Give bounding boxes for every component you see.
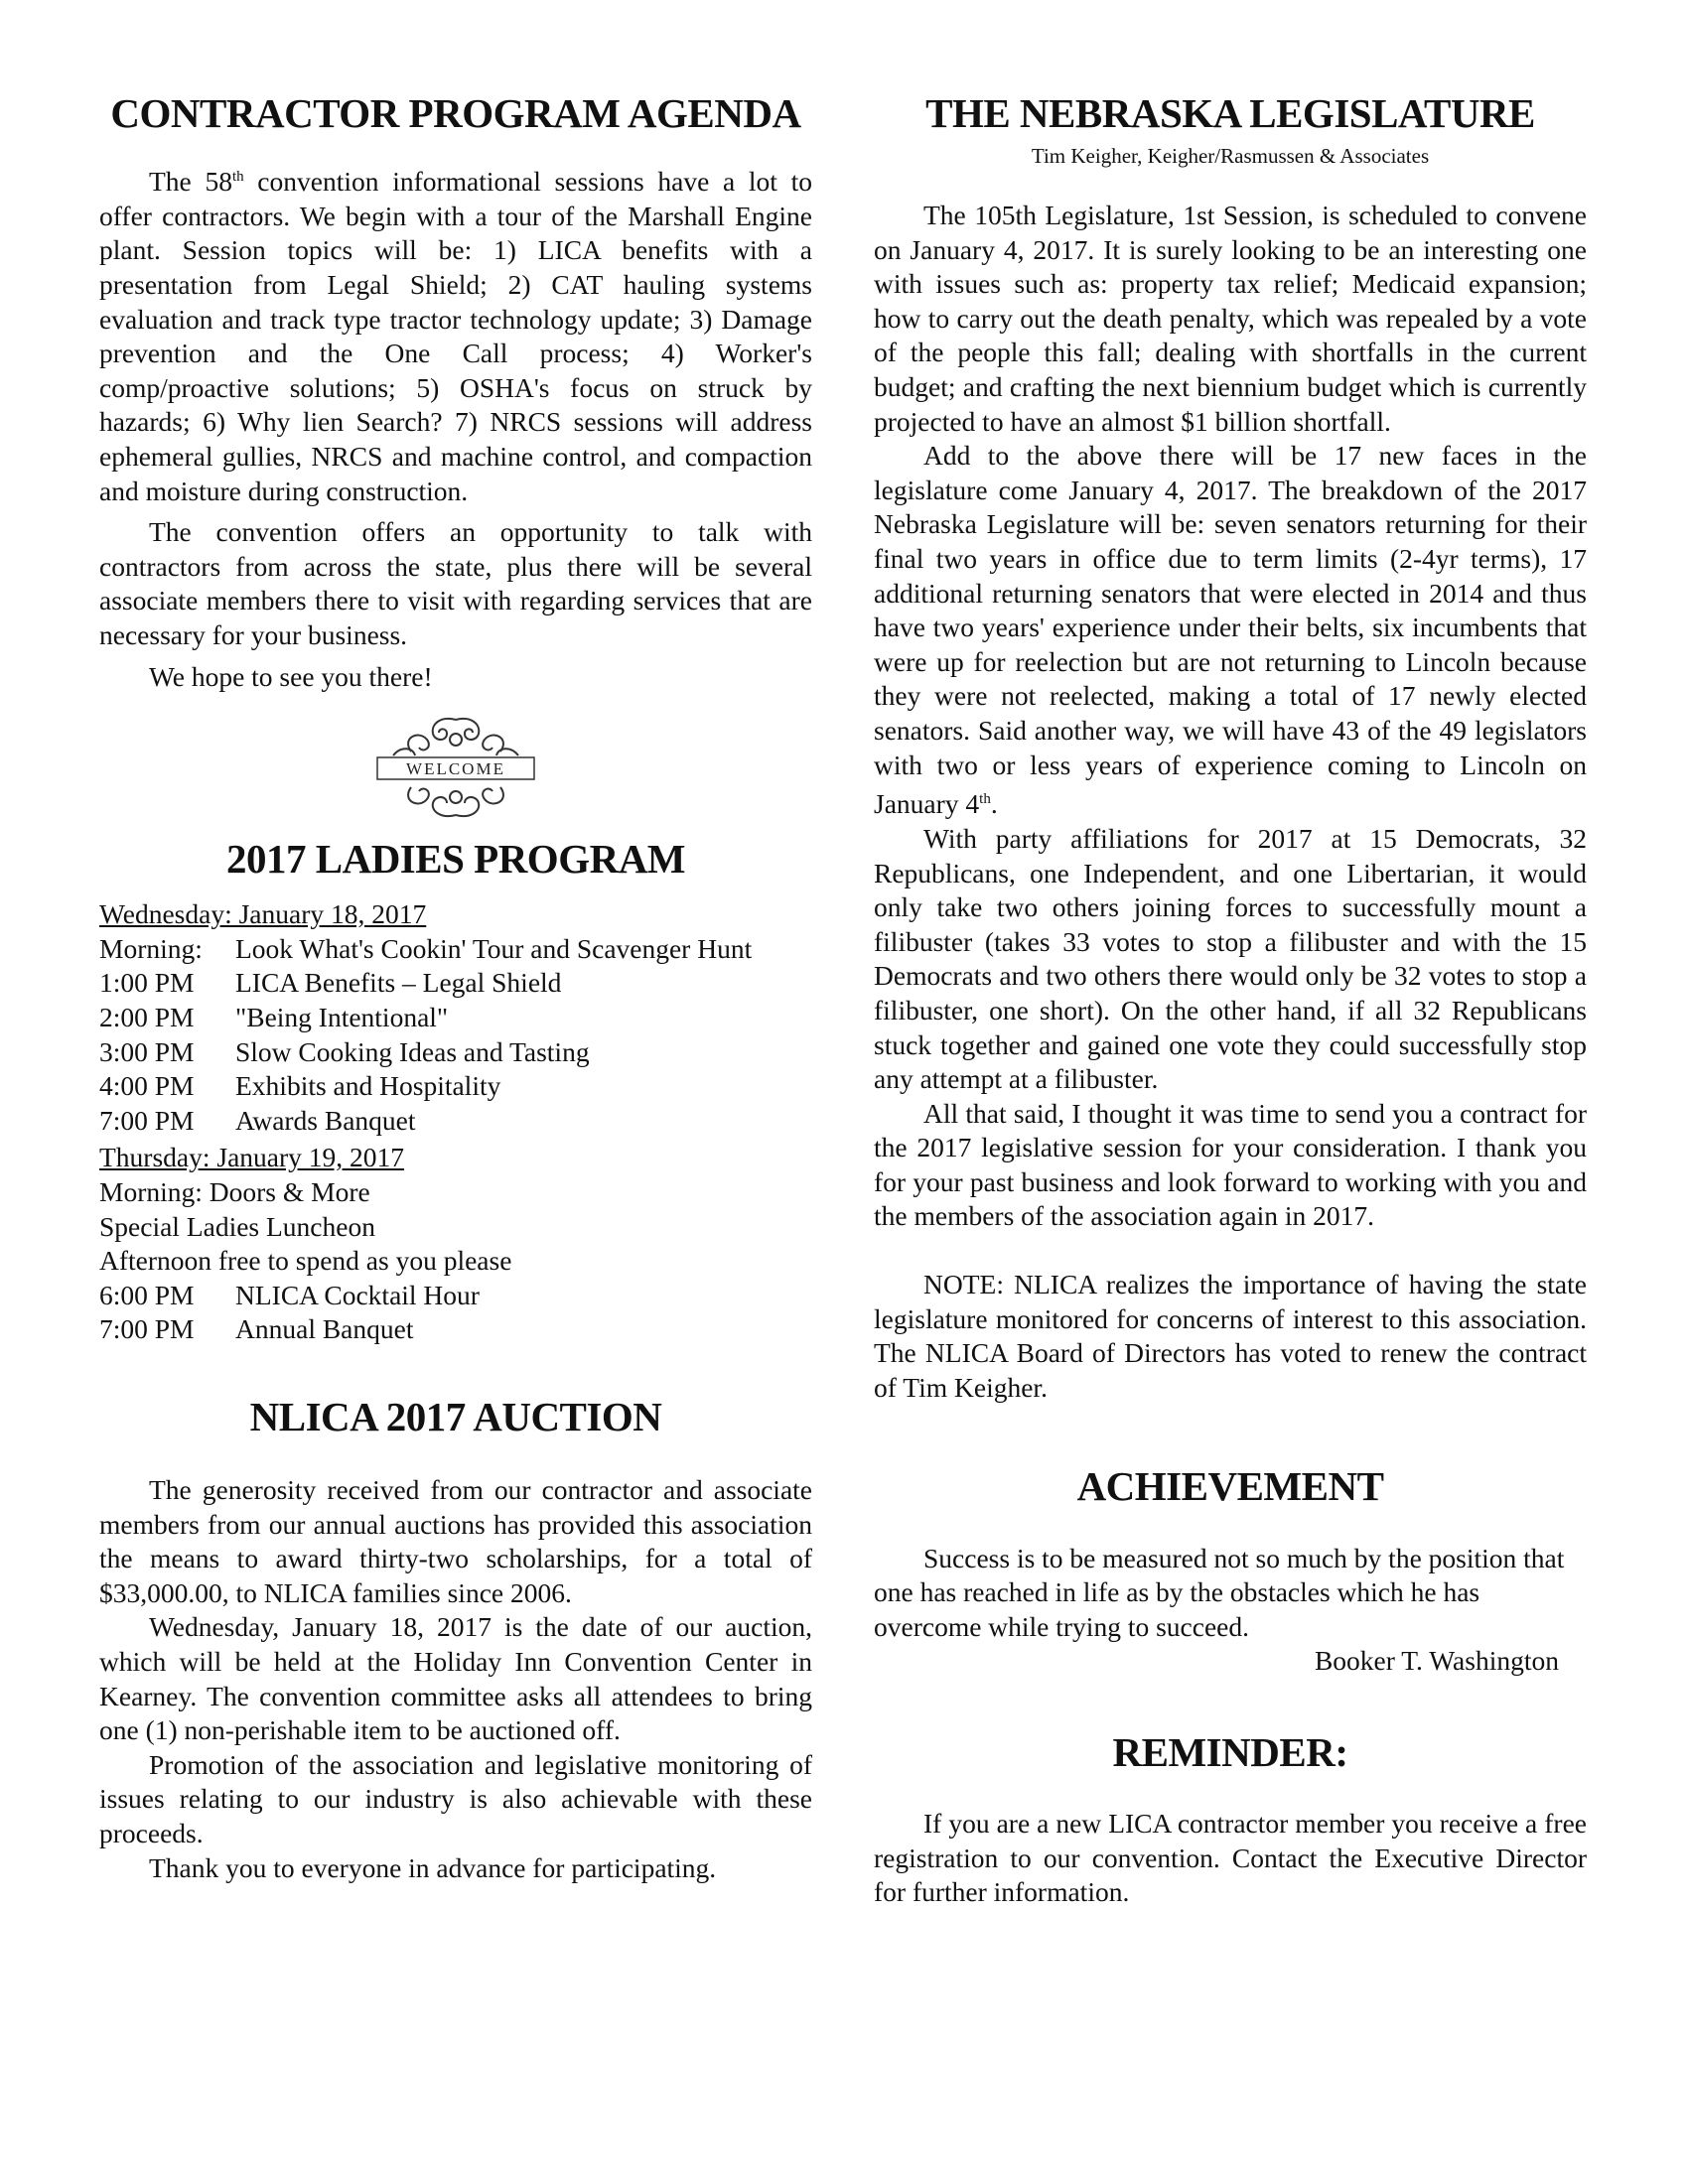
schedule-row [99, 1104, 812, 1139]
schedule-row [99, 1312, 812, 1347]
contractor-p1-pre: The 58 [149, 166, 232, 198]
schedule-time: 2:00 PM [99, 1002, 195, 1033]
legislature-p2-post: . [990, 788, 998, 820]
achievement-quote: Success is to be measured not so much by the position that one has reached in life as by the obstacles which he has overcome while trying to succeed. [874, 1542, 1565, 1642]
schedule-day-heading: Wednesday: January 18, 2017 [99, 898, 427, 930]
ladies-schedule [99, 897, 812, 1347]
legislature-paragraph-3: With party affiliations for 2017 at 15 Democrats, 32 Republicans, one Independent, and one Libertarian, it would only take two others joining forces to successfully mount a filibuster (takes 33 votes to stop a filibuster and with the 15 Democrats and two others there would only be 32 votes to stop a filibuster, one short). On the other hand, if all 32 Republicans stuck together and gained one vote they could successfully stop any attempt at a filibuster. [874, 822, 1587, 1095]
reminder-heading: REMINDER: [1112, 1728, 1348, 1775]
schedule-row: Morning: Doors & More [99, 1176, 370, 1207]
legislature-paragraph-1: The 105th Legislature, 1st Session, is scheduled to convene on January 4, 2017. It is surely looking to be an interesting one with issues such as: property tax relief; Medicaid expansion; how to carry out the death penalty, which was repealed by a vote of the people this fall; dealing with shortfalls in the current budget; and crafting the next biennium budget which is currently projected to have an almost $1 billion shortfall. [874, 200, 1587, 437]
schedule-event: Exhibits and Hospitality [235, 1070, 501, 1102]
legislature-paragraph-4: All that said, I thought it was time to send you a contract for the 2017 legislative session for your consideration. I thank you for your past business and look forward to working with you and the members of the association again in 2017. [874, 1097, 1587, 1232]
schedule-time: 1:00 PM [99, 967, 195, 999]
schedule-event: Awards Banquet [235, 1104, 416, 1136]
auction-paragraph-1: The generosity received from our contractor and associate members from our annual auctions has provided this association the means to award thirty-two scholarships, for a total of $33,000.00, to NLICA families since 2006. [99, 1474, 812, 1608]
schedule-row [99, 1001, 812, 1035]
welcome-ornament-logo [371, 712, 540, 823]
schedule-time: 6:00 PM [99, 1279, 195, 1310]
contractor-paragraph-1 [99, 160, 812, 508]
schedule-event: Look What's Cookin' Tour and Scavenger Hunt [235, 932, 753, 964]
schedule-time: 3:00 PM [99, 1035, 195, 1067]
left-column [99, 91, 812, 1885]
schedule-time: Morning: [99, 932, 203, 964]
auction-heading: NLICA 2017 AUCTION [249, 1393, 662, 1439]
auction-paragraph-4: Thank you to everyone in advance for participating. [149, 1851, 717, 1883]
schedule-event: Annual Banquet [235, 1313, 414, 1345]
schedule-row [99, 1069, 812, 1104]
schedule-time: 7:00 PM [99, 1104, 195, 1136]
schedule-time: 4:00 PM [99, 1070, 195, 1102]
schedule-row: Afternoon free to spend as you please [99, 1245, 512, 1277]
contractor-paragraph-3: We hope to see you there! [149, 660, 433, 692]
schedule-event: Slow Cooking Ideas and Tasting [235, 1035, 590, 1067]
schedule-row [99, 1279, 812, 1313]
schedule-event: LICA Benefits – Legal Shield [235, 967, 562, 999]
reminder-text: If you are a new LICA contractor member you receive a free registration to our convention. Contact the Executive Director for further information. [874, 1808, 1587, 1908]
ordinal-suffix: th [979, 791, 991, 808]
contractor-paragraph-2: The convention offers an opportunity to talk with contractors from across the state, plus there will be several associate members there to visit with regarding services that are necessary for your business. [99, 516, 812, 650]
welcome-logo-text: WELCOME [406, 759, 505, 779]
ladies-program-heading: 2017 LADIES PROGRAM [225, 836, 686, 883]
legislature-note: NOTE: NLICA realizes the importance of having the state legislature monitored for concerns of interest to this association. The NLICA Board of Directors has voted to renew the contract of Tim Keigher. [874, 1269, 1587, 1403]
auction-paragraph-2: Wednesday, January 18, 2017 is the date of our auction, which will be held at the Holiday Inn Convention Center in Kearney. The convention committee asks all attendees to bring one (1) non-perishable item to be auctioned off. [99, 1611, 812, 1746]
schedule-event: NLICA Cocktail Hour [235, 1279, 480, 1310]
schedule-row: Special Ladies Luncheon [99, 1210, 375, 1242]
achievement-heading: ACHIEVEMENT [1076, 1463, 1384, 1510]
ordinal-suffix: th [231, 169, 244, 186]
legislature-heading: THE NEBRASKA LEGISLATURE [925, 90, 1535, 136]
contractor-agenda-heading: CONTRACTOR PROGRAM AGENDA [110, 90, 801, 136]
legislature-paragraph-2 [874, 439, 1587, 822]
schedule-time: 7:00 PM [99, 1313, 195, 1345]
legislature-p2-pre: Add to the above there will be 17 new faces in the legislature come January 4, 2017. The breakdown of the 2017 Nebraska Legislature will be: seven senators returning for their final two years in office due to term limits (2-4yr terms), 17 additional returning senators that were elected in 2014 and thus have two years' experience under their belts, six incumbents that were up for reelection but are not returning to Lincoln because they were not reelected, making a total of 17 newly elected senators. Said another way, we will have 43 of the 49 legislators with two or less years of experience coming to Lincoln on January 4 [874, 440, 1587, 820]
schedule-row [99, 966, 812, 1001]
auction-paragraph-3: Promotion of the association and legislative monitoring of issues relating to our industry is also achievable with these proceeds. [99, 1748, 812, 1848]
quote-author: Booker T. Washington [1314, 1645, 1559, 1677]
schedule-day-heading: Thursday: January 19, 2017 [99, 1142, 405, 1173]
schedule-row [99, 1035, 812, 1070]
right-column [874, 91, 1587, 1910]
schedule-row [99, 932, 812, 967]
contractor-p1-post: convention informational sessions have a lot to offer contractors. We begin with a tour of the Marshall Engine plant. Session topics will be: 1) LICA benefits with a presentation from Legal Shield; 2) CAT hauling systems evaluation and track type tractor technology update; 3) Damage prevention and the One Call process; 4) Worker's comp/proactive solutions; 5) OSHA's focus on struck by hazards; 6) Why lien Search? 7) NRCS sessions will address ephemeral gullies, NRCS and machine control, and compaction and moisture during construction. [99, 166, 812, 506]
legislature-byline: Tim Keigher, Keigher/Rasmussen & Associates [1031, 144, 1430, 169]
schedule-event: "Being Intentional" [235, 1002, 449, 1033]
